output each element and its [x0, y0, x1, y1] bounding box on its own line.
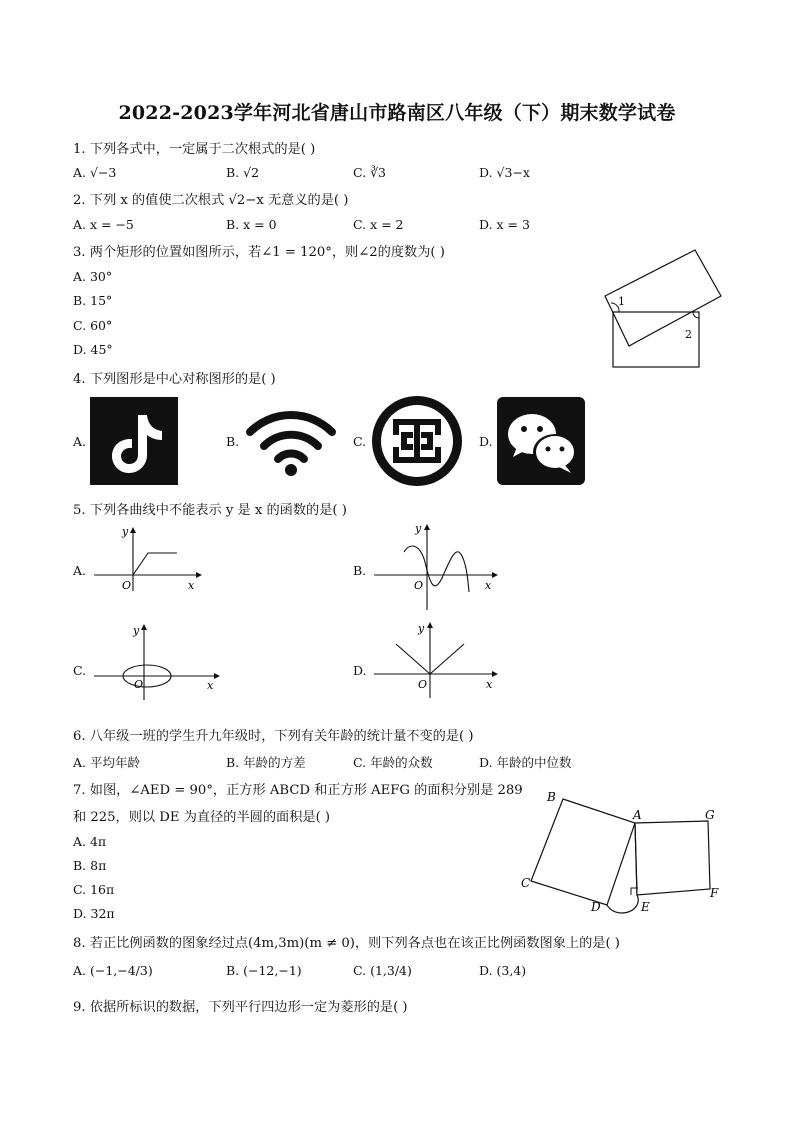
q6-option-a: A. 平均年龄	[73, 755, 140, 770]
svg-text:O: O	[122, 579, 132, 592]
q1-option-d: D. √3−x	[479, 165, 530, 180]
question-4-stem: 4. 下列图形是中心对称图形的是( )	[73, 372, 276, 387]
svg-text:O: O	[418, 678, 428, 691]
question-9-stem: 9. 依据所标识的数据，下列平行四边形一定为菱形的是( )	[73, 1000, 408, 1015]
q3-option-d: D. 45°	[73, 342, 113, 357]
q7-label-f: F	[710, 886, 719, 900]
icbc-logo-icon	[371, 395, 463, 487]
svg-text:y: y	[133, 624, 140, 637]
question-8-stem: 8. 若正比例函数的图象经过点(4m,3m)(m ≠ 0)，则下列各点也在该正比例函数图象上的是( )	[73, 936, 620, 951]
q4-option-b: B.	[226, 434, 240, 449]
q5-option-c: C.	[73, 663, 87, 678]
tiktok-logo-icon	[90, 397, 178, 485]
q1-option-a: A. √−3	[73, 165, 117, 180]
svg-text:x: x	[188, 579, 195, 592]
q2-option-c: C. x = 2	[353, 217, 404, 232]
svg-text:O: O	[134, 678, 144, 691]
q5-option-d: D.	[353, 663, 367, 678]
q7-label-g: G	[705, 808, 715, 822]
q7-option-a: A. 4π	[73, 834, 107, 849]
q3-option-c: C. 60°	[73, 318, 113, 333]
question-7-stem-line2: 和 225，则以 DE 为直径的半圆的面积是( )	[73, 810, 331, 825]
question-3-stem: 3. 两个矩形的位置如图所示，若∠1 = 120°，则∠2的度数为( )	[73, 245, 445, 260]
q2-option-d: D. x = 3	[479, 217, 530, 232]
svg-text:x: x	[486, 678, 493, 691]
q3-option-a: A. 30°	[73, 269, 113, 284]
svg-text:x: x	[485, 579, 492, 592]
q6-option-c: C. 年龄的众数	[353, 755, 433, 770]
q3-angle-1-label: 1	[618, 295, 625, 308]
q7-label-a: A	[633, 808, 642, 822]
svg-text:x: x	[207, 679, 214, 692]
q3-angle-2-label: 2	[685, 328, 692, 341]
wifi-icon	[244, 402, 338, 478]
q3-rectangles-figure	[600, 248, 725, 373]
q4-option-d: D.	[479, 434, 493, 449]
q7-label-b: B	[547, 790, 556, 804]
q1-option-b: B. √2	[226, 165, 260, 180]
q3-option-b: B. 15°	[73, 293, 113, 308]
question-2-stem: 2. 下列 x 的值使二次根式 √2−x 无意义的是( )	[73, 193, 349, 208]
q7-option-d: D. 32π	[73, 906, 115, 921]
q8-option-b: B. (−12,−1)	[226, 963, 302, 978]
q2-option-b: B. x = 0	[226, 217, 277, 232]
q7-option-b: B. 8π	[73, 858, 107, 873]
svg-text:y: y	[415, 522, 422, 535]
wechat-logo-icon	[497, 397, 585, 485]
question-7-stem-line1: 7. 如图，∠AED = 90°，正方形 ABCD 和正方形 AEFG 的面积分别是 289	[73, 783, 523, 798]
q5-option-b: B.	[353, 563, 367, 578]
svg-text:O: O	[414, 579, 424, 592]
q6-option-b: B. 年龄的方差	[226, 755, 306, 770]
q4-option-a: A.	[73, 434, 87, 449]
q5-graph-b	[372, 522, 500, 612]
question-5-stem: 5. 下列各曲线中不能表示 y 是 x 的函数的是( )	[73, 503, 347, 518]
question-6-stem: 6. 八年级一班的学生升九年级时，下列有关年龄的统计量不变的是( )	[73, 729, 474, 744]
q7-label-d: D	[591, 900, 601, 914]
q7-label-c: C	[521, 876, 531, 890]
q7-option-c: C. 16π	[73, 882, 115, 897]
q7-squares-figure	[515, 785, 725, 920]
svg-text:y: y	[122, 525, 129, 538]
page-title: 2022-2023学年河北省唐山市路南区八年级（下）期末数学试卷	[118, 102, 676, 124]
q8-option-c: C. (1,3/4)	[353, 963, 412, 978]
q2-option-a: A. x = −5	[73, 217, 134, 232]
svg-text:y: y	[418, 622, 425, 635]
q8-option-a: A. (−1,−4/3)	[73, 963, 153, 978]
q5-graph-d	[372, 620, 500, 700]
question-1-stem: 1. 下列各式中，一定属于二次根式的是( )	[73, 142, 316, 157]
q8-option-d: D. (3,4)	[479, 963, 527, 978]
q5-option-a: A.	[73, 563, 87, 578]
q6-option-d: D. 年龄的中位数	[479, 755, 572, 770]
q7-label-e: E	[641, 900, 650, 914]
q5-graph-a	[92, 525, 202, 593]
q5-graph-c	[92, 622, 222, 702]
q1-option-c: C. ∛3	[353, 165, 386, 180]
q4-option-c: C.	[353, 434, 367, 449]
